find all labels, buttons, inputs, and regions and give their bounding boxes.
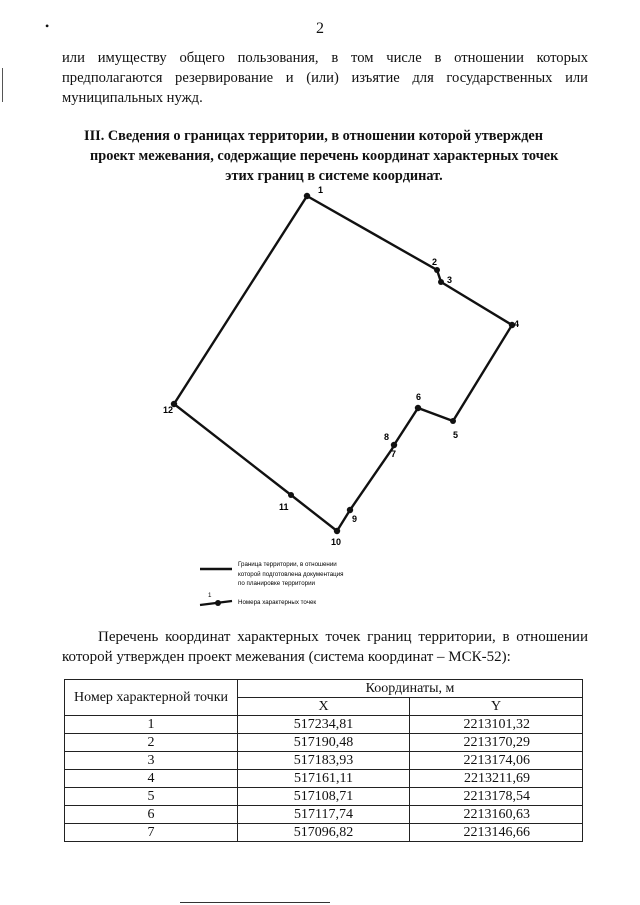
intro-paragraph: или имуществу общего пользования, в том числе в отношении которых предполагаются резервирование и (или) изъятие для государственных или муниципальных нужд. <box>62 50 588 106</box>
cell-point-number: 6 <box>65 806 238 824</box>
point-label-12: 12 <box>163 405 174 415</box>
legend-marker-sample-label: 1 <box>208 592 212 599</box>
vertex-2 <box>434 267 440 273</box>
vertex-1 <box>304 193 310 199</box>
section-heading-line-2: проект межевания, содержащие перечень координат характерных точек <box>90 148 559 164</box>
point-label-10: 10 <box>331 537 342 547</box>
point-label-2: 2 <box>432 257 438 267</box>
coordinates-table <box>64 679 583 842</box>
footer-rule <box>180 902 330 903</box>
boundary-vertices <box>171 193 515 534</box>
cell-x: 517183,93 <box>238 752 410 770</box>
scan-dot: • <box>45 19 50 33</box>
table-row <box>65 824 583 842</box>
vertex-11 <box>288 492 294 498</box>
cell-x: 517234,81 <box>238 716 410 734</box>
cell-y: 2213101,32 <box>410 716 583 734</box>
cell-x: 517096,82 <box>238 824 410 842</box>
cell-point-number: 1 <box>65 716 238 734</box>
cell-x: 517161,11 <box>238 770 410 788</box>
cell-y: 2213178,54 <box>410 788 583 806</box>
cell-y: 2213146,66 <box>410 824 583 842</box>
legend-marker-dot <box>215 600 221 606</box>
vertex-8 <box>391 442 397 448</box>
cell-point-number: 7 <box>65 824 238 842</box>
header-y: Y <box>410 698 583 716</box>
header-coordinates: Координаты, м <box>238 680 583 698</box>
point-labels <box>163 185 519 547</box>
cell-y: 2213174,06 <box>410 752 583 770</box>
table-row <box>65 770 583 788</box>
section-heading-line-1: III. Сведения о границах территории, в отношении которой утвержден <box>84 128 544 144</box>
table-row <box>65 734 583 752</box>
legend-marker-text: Номера характерных точек <box>238 599 317 606</box>
vertex-6 <box>415 405 421 411</box>
header-x: X <box>238 698 410 716</box>
cell-y: 2213211,69 <box>410 770 583 788</box>
cell-y: 2213170,29 <box>410 734 583 752</box>
section-heading-line-3: этих границ в системе координат. <box>225 168 443 184</box>
point-label-1: 1 <box>318 185 324 195</box>
point-label-11: 11 <box>279 502 289 512</box>
legend-boundary-text-3: по планировке территории <box>238 580 315 587</box>
header-point-number: Номер характерной точки <box>65 680 238 716</box>
legend-boundary-text-2: которой подготовлена документация <box>238 571 344 578</box>
table-row <box>65 788 583 806</box>
cell-point-number: 5 <box>65 788 238 806</box>
vertex-5 <box>450 418 456 424</box>
table-row <box>65 806 583 824</box>
cell-y: 2213160,63 <box>410 806 583 824</box>
vertex-10 <box>334 528 340 534</box>
point-label-6: 6 <box>416 392 422 402</box>
table-header-row <box>65 680 583 698</box>
cell-point-number: 3 <box>65 752 238 770</box>
table-row <box>65 752 583 770</box>
cell-x: 517190,48 <box>238 734 410 752</box>
point-label-7: 7 <box>391 449 397 459</box>
legend-boundary-text-1: Граница территории, в отношении <box>238 561 337 568</box>
point-label-4: 4 <box>514 319 520 329</box>
point-label-3: 3 <box>447 275 453 285</box>
point-label-9: 9 <box>352 514 358 524</box>
coordinates-list-caption: Перечень координат характерных точек границ территории, в отношении которой утвержден проект межевания (система координат – МСК-52): <box>62 629 588 665</box>
scheme-legend <box>200 561 344 606</box>
cell-point-number: 4 <box>65 770 238 788</box>
point-label-5: 5 <box>453 430 459 440</box>
cell-x: 517108,71 <box>238 788 410 806</box>
vertex-3 <box>438 279 444 285</box>
territory-boundary <box>174 196 512 531</box>
vertex-9 <box>347 507 353 513</box>
point-label-8: 8 <box>384 432 390 442</box>
table-row <box>65 716 583 734</box>
cell-point-number: 2 <box>65 734 238 752</box>
page-number: 2 <box>316 20 324 37</box>
cell-x: 517117,74 <box>238 806 410 824</box>
